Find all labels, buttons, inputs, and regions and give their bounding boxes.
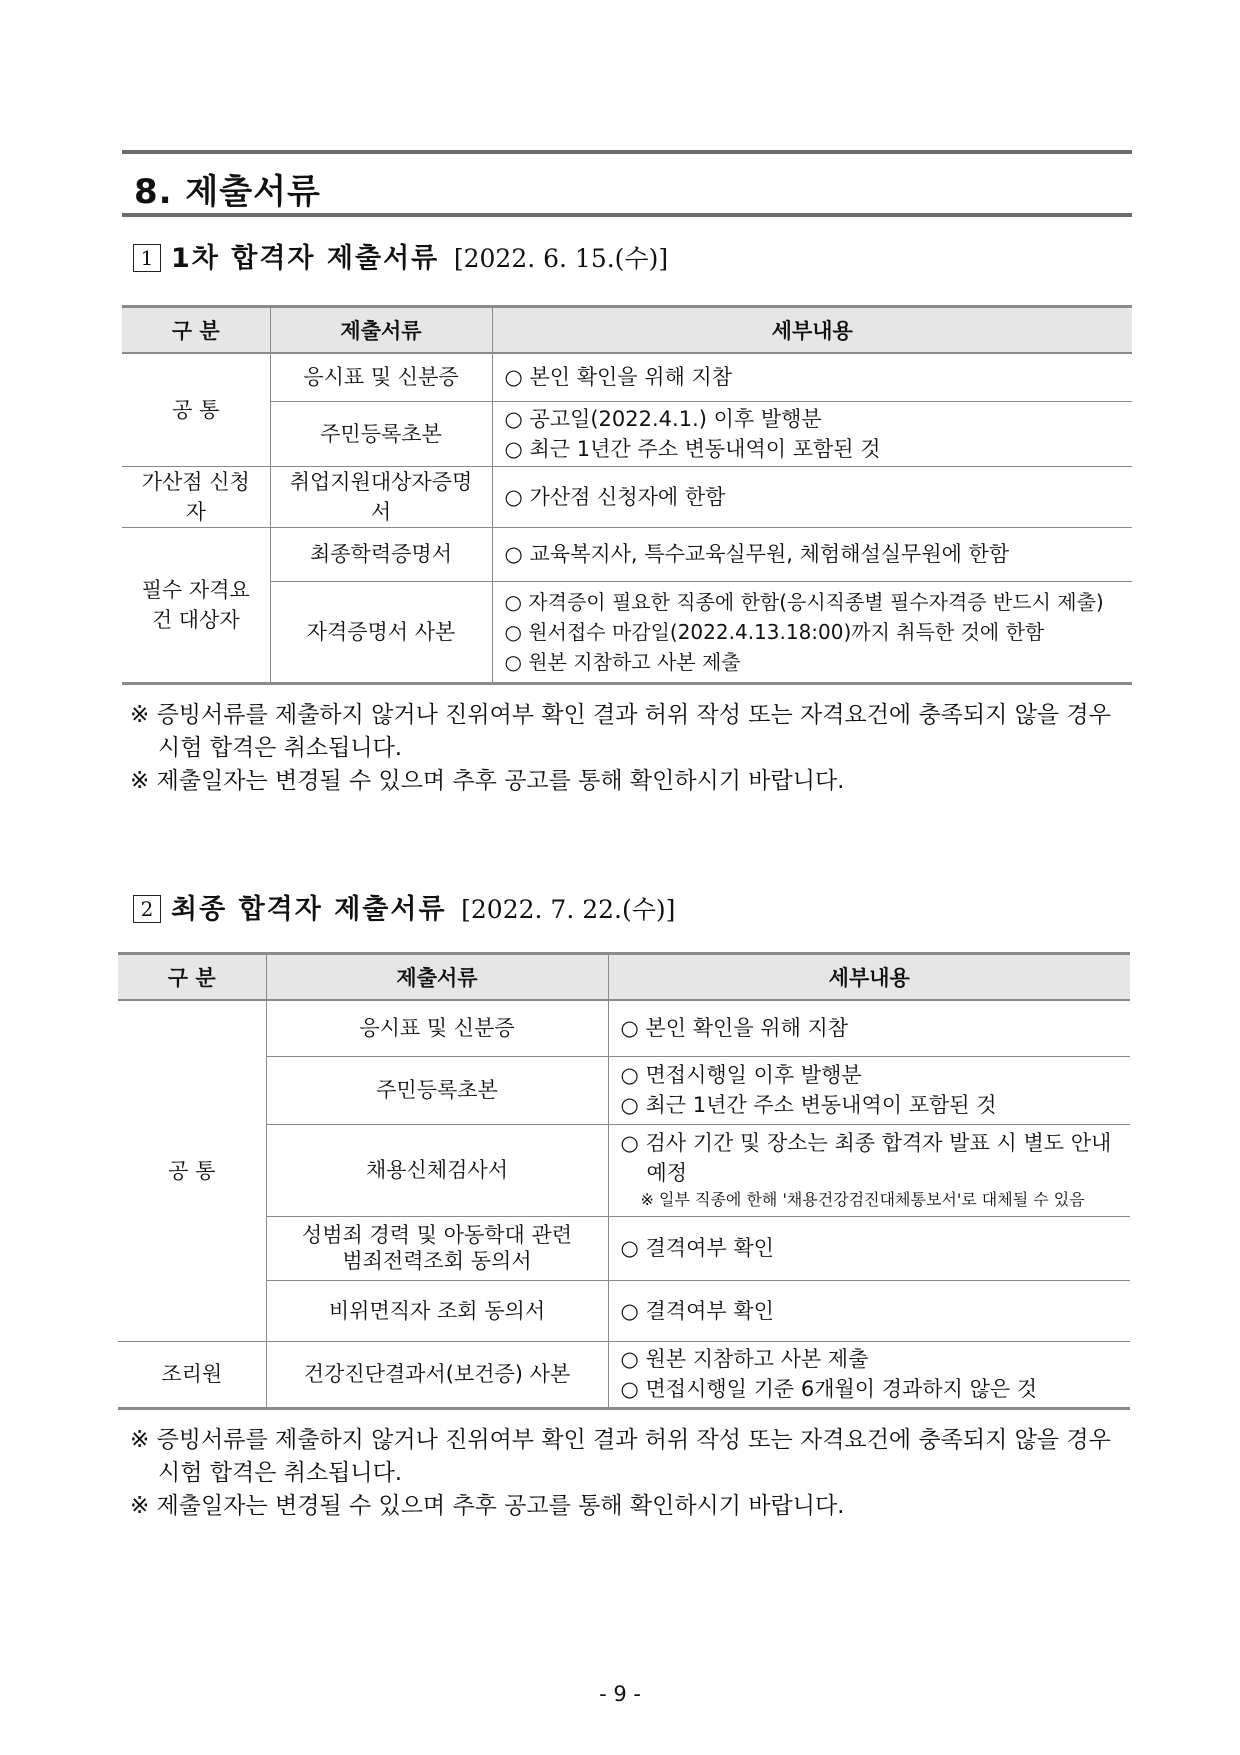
subsection-date: [2022. 7. 22.(수)] bbox=[461, 895, 676, 924]
note-line: ※ 증빙서류를 제출하지 않거나 진위여부 확인 결과 허위 작성 또는 자격요건에 충족되지 않을 경우 시험 합격은 취소됩니다. bbox=[130, 1427, 1111, 1486]
detail-cell bbox=[608, 1280, 1130, 1341]
detail-line: ○ 원본 지참하고 사본 제출 bbox=[620, 1347, 869, 1371]
detail-line: ○ 면접시행일 이후 발행분 bbox=[620, 1063, 862, 1087]
subsection-2-heading bbox=[133, 887, 675, 926]
document-cell: 응시표 및 신분증 bbox=[270, 353, 492, 401]
detail-line: ○ 본인 확인을 위해 지참 bbox=[504, 365, 733, 390]
category-cell: 가산점 신청자 bbox=[122, 466, 270, 527]
category-cell: 공 통 bbox=[122, 353, 270, 466]
document-cell: 건강진단결과서(보건증) 사본 bbox=[266, 1341, 608, 1408]
table-row bbox=[118, 1056, 1130, 1124]
subsection-number-box: 2 bbox=[133, 895, 161, 923]
detail-cell bbox=[608, 1000, 1130, 1056]
note-line: ※ 제출일자는 변경될 수 있으며 추후 공고를 통해 확인하시기 바랍니다. bbox=[130, 1493, 845, 1519]
note-line: ※ 증빙서류를 제출하지 않거나 진위여부 확인 결과 허위 작성 또는 자격요건에 충족되지 않을 경우 시험 합격은 취소됩니다. bbox=[130, 702, 1111, 761]
detail-line: ○ 공고일(2022.4.1.) 이후 발행분 bbox=[504, 406, 822, 431]
table-row bbox=[122, 527, 1132, 581]
detail-cell bbox=[492, 581, 1132, 683]
table-row bbox=[118, 1000, 1130, 1056]
table-row bbox=[122, 466, 1132, 527]
subsection-title: 1차 합격자 제출서류 bbox=[171, 243, 440, 274]
detail-cell bbox=[608, 1124, 1130, 1216]
document-line: 범죄전력조회 동의서 bbox=[342, 1249, 532, 1273]
final-round-notes bbox=[130, 1424, 1130, 1523]
detail-line: ○ 면접시행일 기준 6개월이 경과하지 않은 것 bbox=[620, 1377, 1038, 1401]
document-cell: 채용신체검사서 bbox=[266, 1124, 608, 1216]
document-cell: 자격증명서 사본 bbox=[270, 581, 492, 683]
detail-cell bbox=[608, 1056, 1130, 1124]
detail-cell bbox=[492, 401, 1132, 466]
detail-line: ○ 최근 1년간 주소 변동내역이 포함된 것 bbox=[504, 436, 881, 461]
category-cell: 조리원 bbox=[118, 1341, 266, 1408]
category-cell: 필수 자격요건 대상자 bbox=[122, 527, 270, 683]
header-document: 제출서류 bbox=[266, 954, 608, 1001]
table-header-row bbox=[118, 954, 1130, 1001]
detail-line: ○ 가산점 신청자에 한함 bbox=[504, 484, 726, 509]
detail-cell bbox=[608, 1216, 1130, 1280]
document-cell: 취업지원대상자증명서 bbox=[270, 466, 492, 527]
document-cell: 비위면직자 조회 동의서 bbox=[266, 1280, 608, 1341]
section-title-text: 8. 제출서류 bbox=[134, 172, 321, 212]
table-row bbox=[122, 353, 1132, 401]
header-detail: 세부내용 bbox=[608, 954, 1130, 1001]
table-header-row bbox=[122, 307, 1132, 354]
subsection-number-box: 1 bbox=[133, 244, 161, 272]
first-round-documents-table bbox=[122, 305, 1132, 685]
header-detail: 세부내용 bbox=[492, 307, 1132, 354]
document-line: 성범죄 경력 및 아동학대 관련 bbox=[301, 1223, 573, 1247]
subsection-1-heading bbox=[133, 236, 668, 275]
detail-line: ○ 원본 지참하고 사본 제출 bbox=[504, 649, 741, 674]
detail-line: ○ 자격증이 필요한 직종에 한함(응시직종별 필수자격증 반드시 제출) bbox=[504, 589, 1104, 614]
detail-line: ○ 교육복지사, 특수교육실무원, 체험해설실무원에 한함 bbox=[504, 542, 1010, 566]
category-cell: 공 통 bbox=[118, 1000, 266, 1341]
detail-cell bbox=[492, 466, 1132, 527]
table-row bbox=[118, 1280, 1130, 1341]
subsection-date: [2022. 6. 15.(수)] bbox=[453, 244, 669, 273]
detail-line: ○ 원서접수 마감일(2022.4.13.18:00)까지 취득한 것에 한함 bbox=[504, 619, 1045, 644]
detail-cell bbox=[492, 527, 1132, 581]
detail-note: ※ 일부 직종에 한해 '채용건강검진대체통보서'로 대체될 수 있음 bbox=[640, 1190, 1085, 1209]
detail-line: ○ 검사 기간 및 장소는 최종 합격자 발표 시 별도 안내 예정 bbox=[620, 1131, 1112, 1185]
subsection-title: 최종 합격자 제출서류 bbox=[171, 894, 447, 925]
document-cell bbox=[266, 1216, 608, 1280]
document-cell: 주민등록초본 bbox=[266, 1056, 608, 1124]
table-row bbox=[118, 1216, 1130, 1280]
detail-line: ○ 결격여부 확인 bbox=[620, 1298, 774, 1323]
note-line: ※ 제출일자는 변경될 수 있으며 추후 공고를 통해 확인하시기 바랍니다. bbox=[130, 768, 845, 794]
header-category: 구 분 bbox=[118, 954, 266, 1001]
detail-cell bbox=[492, 353, 1132, 401]
table-row bbox=[122, 401, 1132, 466]
table-row bbox=[118, 1124, 1130, 1216]
document-cell: 최종학력증명서 bbox=[270, 527, 492, 581]
detail-line: ○ 본인 확인을 위해 지참 bbox=[620, 1016, 849, 1041]
header-category: 구 분 bbox=[122, 307, 270, 354]
detail-line: ○ 최근 1년간 주소 변동내역이 포함된 것 bbox=[620, 1093, 997, 1117]
table-row bbox=[122, 581, 1132, 683]
page-number: - 9 - bbox=[599, 1682, 641, 1706]
table-row bbox=[118, 1341, 1130, 1408]
header-document: 제출서류 bbox=[270, 307, 492, 354]
first-round-notes bbox=[130, 699, 1130, 798]
detail-cell bbox=[608, 1341, 1130, 1408]
detail-line: ○ 결격여부 확인 bbox=[620, 1236, 774, 1260]
section-title bbox=[122, 150, 1132, 217]
final-round-documents-table bbox=[118, 952, 1130, 1410]
document-cell: 주민등록초본 bbox=[270, 401, 492, 466]
document-cell: 응시표 및 신분증 bbox=[266, 1000, 608, 1056]
